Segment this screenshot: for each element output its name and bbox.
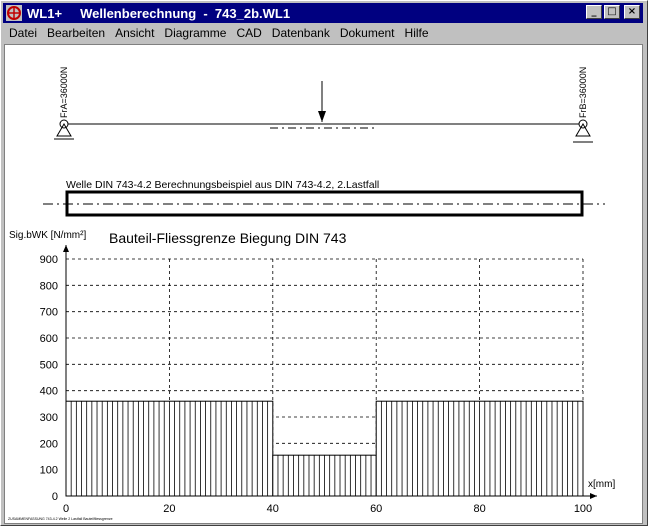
footer-text: ZUSAMMENFASSUNG 743-4.2 Welle 2 Lastfall Bauteilfliessgrenze [8,517,113,521]
menu-dokument[interactable]: Dokument [339,26,395,40]
right-support-label: FrB=36000N [578,66,588,118]
x-tick-label: 40 [266,503,279,515]
load-arrow [318,81,326,122]
shaft-diagram [43,179,605,215]
y-tick-label: 0 [51,491,58,503]
chart [9,230,615,515]
chart-title: Bauteil-Fliessgrenze Biegung DIN 743 [109,230,347,246]
maximize-icon: □ [607,6,617,17]
menu-bearbeiten[interactable]: Bearbeiten [47,26,106,40]
right-support-icon [573,120,593,142]
chart-bars [66,401,583,496]
y-tick-label: 500 [39,359,58,372]
minimize-button[interactable] [586,5,602,19]
menu-hilfe[interactable]: Hilfe [404,26,429,40]
y-tick-label: 100 [39,464,58,477]
y-tick-label: 700 [39,306,58,319]
bar-segment [273,455,376,496]
minimize-icon: _ [591,6,597,17]
y-tick-label: 200 [39,438,58,451]
beam-diagram [54,67,593,142]
bar-segment [66,401,273,496]
close-button[interactable] [624,5,640,19]
drawing-canvas[interactable] [4,44,643,524]
y-tick-label: 600 [39,333,58,345]
left-support-label: FrA=36000N [59,66,69,118]
left-support-icon [54,120,74,139]
menu-cad[interactable]: CAD [236,26,262,40]
y-axis-arrow-icon [63,245,69,252]
chart-ylabel: Sig.bWK [N/mm²] [9,230,87,241]
x-tick-label: 20 [163,503,176,515]
menu-ansicht[interactable]: Ansicht [115,26,155,40]
x-tick-label: 100 [573,503,593,515]
app-icon[interactable] [6,5,22,21]
x-tick-label: 0 [62,503,70,515]
bar-segment [376,401,583,496]
shaft-caption: Welle DIN 743-4.2 Berechnungsbeispiel aus DIN 743-4.2, 2.Lastfall [66,179,380,191]
title-bar [3,3,643,23]
y-tick-label: 400 [39,385,58,398]
x-tick-label: 80 [473,503,486,515]
menu-datenbank[interactable]: Datenbank [271,26,330,40]
menu-diagramme[interactable]: Diagramme [164,26,227,40]
y-tick-label: 800 [39,280,58,293]
menu-datei[interactable]: Datei [9,26,38,40]
drawing-svg [5,45,642,523]
x-axis-arrow-icon [590,493,597,499]
y-tick-label: 300 [39,412,58,424]
x-tick-label: 60 [370,503,383,515]
maximize-button[interactable] [604,5,620,19]
menu-bar [3,24,643,42]
close-icon: × [627,6,637,17]
window-title: WL1+ Wellenberechnung - 743_2b.WL1 [27,5,291,21]
chart-xlabel: x[mm] [588,479,616,490]
y-tick-label: 900 [39,254,58,266]
